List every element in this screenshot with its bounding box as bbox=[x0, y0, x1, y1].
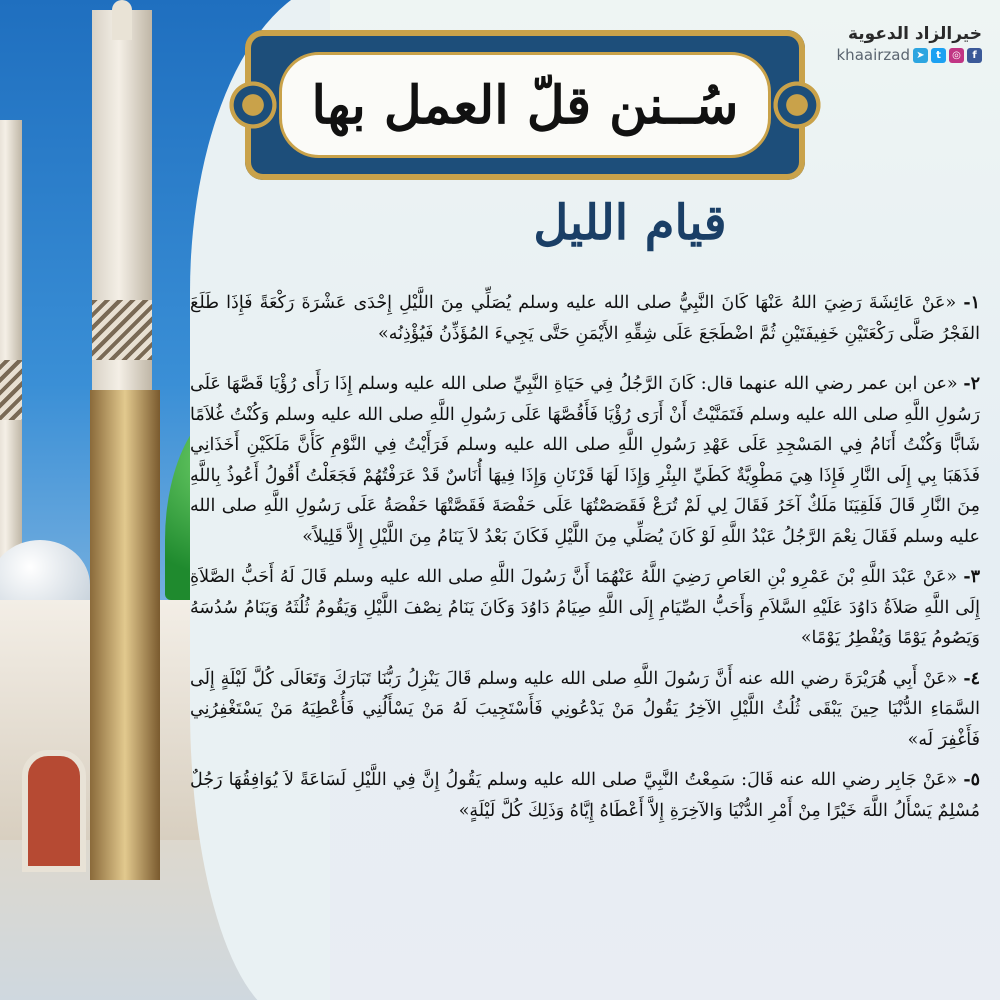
hadith-item bbox=[190, 664, 980, 756]
brand bbox=[834, 24, 983, 64]
brand-name: خيرالزاد الدعوية bbox=[847, 24, 982, 44]
ornament-right-icon bbox=[767, 75, 827, 135]
hadith-text: «عن ابن عمر رضي الله عنهما قال: كَانَ الرَّجُلُ فِي حَيَاةِ النَّبِيِّ صلى الله عليه وسلم إِذَا رَأَى رُؤْيَا قَصَّهَا عَلَى رَسُولِ اللَّهِ صلى الله عليه وسلم فَتَمَنَّيْتُ أَنْ أَرَى رُؤْيَا فَأَقُصَّهَا عَلَى رَسُولِ اللَّهِ صلى الله عليه وسلم وَكُنْتُ غُلاَمًا شَابًّا وَكُنْتُ أَنَامُ فِي المَسْجِدِ عَلَى عَهْدِ رَسُولِ اللَّهِ صلى الله عليه وسلم فَرَأَيْتُ فِي النَّوْمِ كَأَنَّ مَلَكَيْنِ أَخَذَانِي فَذَهَبَا بِي إِلَى النَّارِ فَإِذَا هِيَ مَطْوِيَّةٌ كَطَيِّ البِئْرِ وَإِذَا لَهَا قَرْنَانِ وَإِذَا فِيهَا أُنَاسٌ قَدْ عَرَفْتُهُمْ فَجَعَلْتُ أَقُولُ أَعُوذُ بِاللَّهِ مِنَ النَّارِ قَالَ فَلَقِيَنَا مَلَكٌ آخَرُ فَقَالَ لِي لَمْ تُرَعْ فَقَصَصْتُهَا عَلَى حَفْصَةَ فَقَصَّتْهَا حَفْصَةُ عَلَى رَسُولِ اللَّهِ صلى الله عليه وسلم فَقَالَ نِعْمَ الرَّجُلُ عَبْدُ اللَّهِ لَوْ كَانَ يُصَلِّي مِنَ اللَّيْلِ فَكَانَ بَعْدُ لاَ يَنَامُ مِنَ اللَّيْلِ إِلاَّ قَلِيلاً» bbox=[190, 374, 980, 547]
instagram-icon[interactable]: ◎ bbox=[949, 48, 964, 63]
hadith-list bbox=[190, 288, 980, 836]
hadith-item bbox=[190, 288, 980, 349]
mosque-arch bbox=[22, 750, 86, 872]
title-banner bbox=[245, 30, 805, 180]
hadith-text: «عَنْ عَائِشَةَ رَضِيَ اللهُ عَنْهَا كَانَ النَّبِيُّ صلى الله عليه وسلم يُصَلِّي مِنَ اللَّيْلِ إِحْدَى عَشْرَةَ رَكْعَةً فَإِذَا طَلَعَ الفَجْرُ صَلَّى رَكْعَتَيْنِ خَفِيفَتَيْنِ ثُمَّ اضْطَجَعَ عَلَى شِقِّهِ الأَيْمَنِ حَتَّى يَجِيءَ المُؤَذِّنُ فَيُؤْذِنُه» bbox=[190, 293, 980, 344]
telegram-icon[interactable]: ➤ bbox=[913, 48, 928, 63]
hadith-item bbox=[190, 562, 980, 654]
hadith-text: «عَنْ أَبِي هُرَيْرَةَ رضي الله عنه أَنَّ رَسُولَ اللَّهِ صلى الله عليه وسلم قَالَ يَنْزِلُ رَبُّنَا تَبَارَكَ وَتَعَالَى كُلَّ لَيْلَةٍ إِلَى السَّمَاءِ الدُّنْيَا حِينَ يَبْقَى ثُلُثُ اللَّيْلِ الآخِرُ يَقُولُ مَنْ يَدْعُونِي فَأَسْتَجِيبَ لَهُ مَنْ يَسْأَلُنِي فَأُعْطِيَهُ مَنْ يَسْتَغْفِرُنِي فَأَغْفِرَ لَه» bbox=[190, 668, 980, 750]
brand-handle: khaairzad bbox=[836, 46, 910, 64]
banner-title: سُــنن قلّ العمل بها bbox=[311, 74, 739, 136]
brand-social-row bbox=[834, 46, 983, 64]
hadith-number: ١- bbox=[963, 293, 980, 313]
facebook-icon[interactable]: f bbox=[967, 48, 982, 63]
hadith-text: «عَنْ جَابِر رضي الله عنه قَالَ: سَمِعْتُ النَّبِيَّ صلى الله عليه وسلم يَقُولُ إِنَّ فِي اللَّيْلِ لَسَاعَةً لاَ يُوَافِقُهَا رَجُلٌ مُسْلِمٌ يَسْأَلُ اللَّهَ خَيْرًا مِنْ أَمْرِ الدُّنْيَا وَالآخِرَةِ إِلاَّ أَعْطَاهُ إِيَّاهُ وَذَلِكَ كُلَّ لَيْلَةٍ» bbox=[190, 770, 980, 821]
hadith-text: «عَنْ عَبْدَ اللَّهِ بْنَ عَمْرِو بْنِ العَاصِ رَضِيَ اللَّهُ عَنْهُمَا أَنَّ رَسُولَ اللَّهِ صلى الله عليه وسلم قَالَ لَهُ أَحَبُّ الصَّلاَةِ إِلَى اللَّهِ صَلاَةُ دَاوُدَ عَلَيْهِ السَّلاَمِ وَأَحَبُّ الصِّيَامِ إِلَى اللَّهِ صِيَامُ دَاوُدَ وَكَانَ يَنَامُ نِصْفَ اللَّيْلِ وَيَقُومُ ثُلُثَهُ وَيَنَامُ سُدُسَهُ وَيَصُومُ يَوْمًا وَيُفْطِرُ يَوْمًا» bbox=[190, 567, 980, 648]
banner-inner bbox=[279, 52, 771, 158]
section-heading: قيام الليل bbox=[533, 195, 727, 251]
hadith-number: ٣- bbox=[963, 567, 980, 587]
minaret-spire bbox=[112, 0, 132, 40]
ornament-left-icon bbox=[223, 75, 283, 135]
hadith-number: ٢- bbox=[963, 374, 980, 394]
hadith-number: ٤- bbox=[963, 668, 980, 689]
lamp-post bbox=[90, 390, 160, 880]
hadith-number: ٥- bbox=[963, 770, 980, 790]
hadith-item bbox=[190, 369, 980, 552]
hadith-item bbox=[190, 765, 980, 826]
twitter-icon[interactable]: t bbox=[931, 48, 946, 63]
